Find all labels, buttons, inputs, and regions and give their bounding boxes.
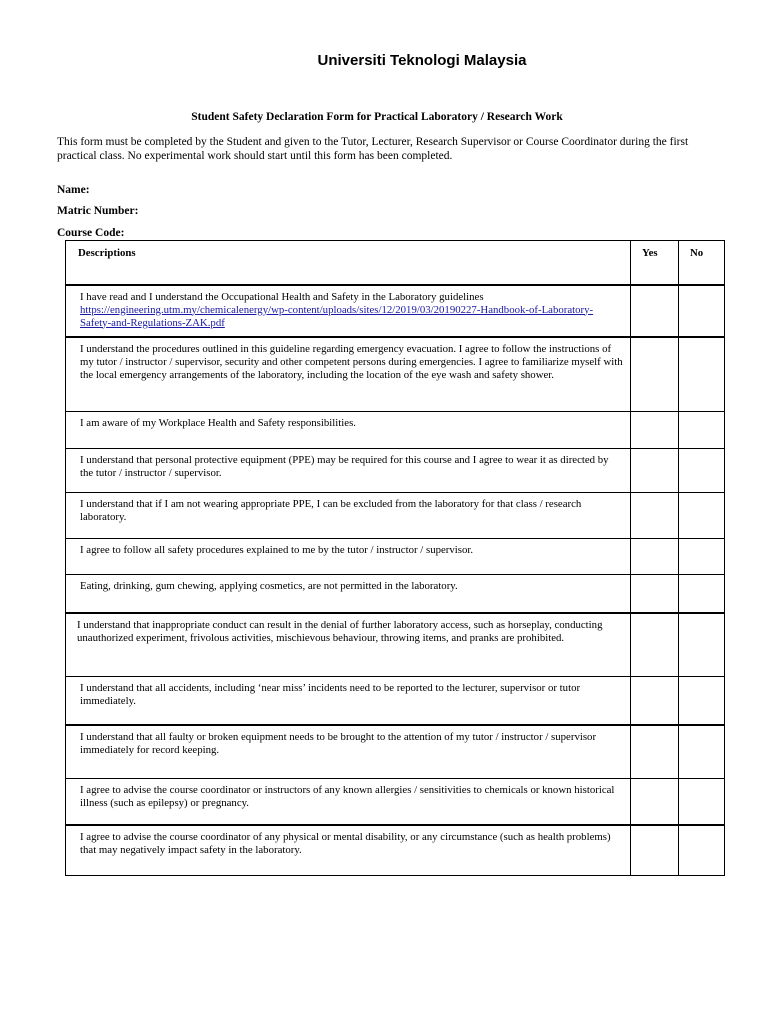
- table-row: [66, 575, 725, 613]
- row-description: Eating, drinking, gum chewing, applying cosmetics, are not permitted in the laboratory.: [66, 575, 631, 613]
- matric-number-label: Matric Number:: [57, 205, 139, 217]
- row-description: I understand that inappropriate conduct can result in the denial of further laboratory access, such as horseplay, conducting unauthorized experiment, frivolous activities, mischievous behaviour, throwing items, and pranks are prohibited.: [66, 613, 631, 677]
- row-description: I understand that all faulty or broken equipment needs to be brought to the attention of my tutor / instructor / supervisor immediately for record keeping.: [66, 725, 631, 779]
- no-cell[interactable]: [679, 412, 725, 449]
- table-row: [66, 825, 725, 876]
- declaration-table: [65, 240, 725, 876]
- table-row: [66, 493, 725, 539]
- yes-cell[interactable]: [631, 337, 679, 412]
- yes-cell[interactable]: [631, 449, 679, 493]
- row-description: I agree to follow all safety procedures explained to me by the tutor / instructor / supervisor.: [66, 539, 631, 575]
- yes-cell[interactable]: [631, 412, 679, 449]
- no-cell[interactable]: [679, 677, 725, 725]
- no-cell[interactable]: [679, 613, 725, 677]
- yes-header: Yes: [631, 241, 679, 285]
- yes-cell[interactable]: [631, 493, 679, 539]
- table-row: [66, 725, 725, 779]
- row-description: I agree to advise the course coordinator or instructors of any known allergies / sensitivities to chemicals or known historical illness (such as epilepsy) or pregnancy.: [66, 779, 631, 825]
- row-text: I have read and I understand the Occupational Health and Safety in the Laboratory guidelines: [80, 290, 484, 303]
- no-cell[interactable]: [679, 449, 725, 493]
- yes-cell[interactable]: [631, 825, 679, 876]
- row-description: I understand that all accidents, including ‘near miss’ incidents need to be reported to the lecturer, supervisor or tutor immediately.: [66, 677, 631, 725]
- no-cell[interactable]: [679, 539, 725, 575]
- no-cell[interactable]: [679, 575, 725, 613]
- row-description: I agree to advise the course coordinator of any physical or mental disability, or any circumstance (such as health problems) that may negatively impact safety in the laboratory.: [66, 825, 631, 876]
- table-row: [66, 285, 725, 337]
- form-title: Student Safety Declaration Form for Practical Laboratory / Research Work: [191, 111, 563, 123]
- row-description: I am aware of my Workplace Health and Safety responsibilities.: [66, 412, 631, 449]
- yes-cell[interactable]: [631, 613, 679, 677]
- no-header: No: [679, 241, 725, 285]
- no-cell[interactable]: [679, 725, 725, 779]
- no-cell[interactable]: [679, 779, 725, 825]
- yes-cell[interactable]: [631, 779, 679, 825]
- table-row: [66, 613, 725, 677]
- yes-cell[interactable]: [631, 725, 679, 779]
- table-row: [66, 677, 725, 725]
- yes-cell[interactable]: [631, 575, 679, 613]
- row-description: [66, 285, 631, 337]
- handbook-link[interactable]: https://engineering.utm.my/chemicalenergy/wp-content/uploads/sites/12/2019/03/20190227-Handbook-of-Laboratory-Safety-and-Regulations-ZAK.pdf: [80, 303, 594, 329]
- table-row: [66, 449, 725, 493]
- table-row: [66, 779, 725, 825]
- no-cell[interactable]: [679, 825, 725, 876]
- course-code-label: Course Code:: [57, 227, 125, 239]
- row-description: I understand that personal protective equipment (PPE) may be required for this course and I agree to wear it as directed by the tutor / instructor / supervisor.: [66, 449, 631, 493]
- descriptions-header: Descriptions: [66, 241, 631, 285]
- table-row: [66, 539, 725, 575]
- no-cell[interactable]: [679, 493, 725, 539]
- row-description: I understand that if I am not wearing appropriate PPE, I can be excluded from the laboratory for that class / research laboratory.: [66, 493, 631, 539]
- yes-cell[interactable]: [631, 285, 679, 337]
- intro-paragraph: This form must be completed by the Student and given to the Tutor, Lecturer, Research Supervisor or Course Coordinator during the first practical class. No experimental work should start until this form has been completed.: [57, 136, 689, 162]
- yes-cell[interactable]: [631, 677, 679, 725]
- university-name: Universiti Teknologi Malaysia: [317, 52, 527, 69]
- table-row: [66, 412, 725, 449]
- yes-cell[interactable]: [631, 539, 679, 575]
- table-row: [66, 337, 725, 412]
- no-cell[interactable]: [679, 285, 725, 337]
- table-header-row: [66, 241, 725, 285]
- name-label: Name:: [57, 184, 90, 196]
- no-cell[interactable]: [679, 337, 725, 412]
- row-description: I understand the procedures outlined in this guideline regarding emergency evacuation. I agree to follow the instructions of my tutor / instructor / supervisor, security and other competent persons during emergencies. I agree to familiarize myself with the local emergency arrangements of the laboratory, including the location of the eye wash and safety shower.: [66, 337, 631, 412]
